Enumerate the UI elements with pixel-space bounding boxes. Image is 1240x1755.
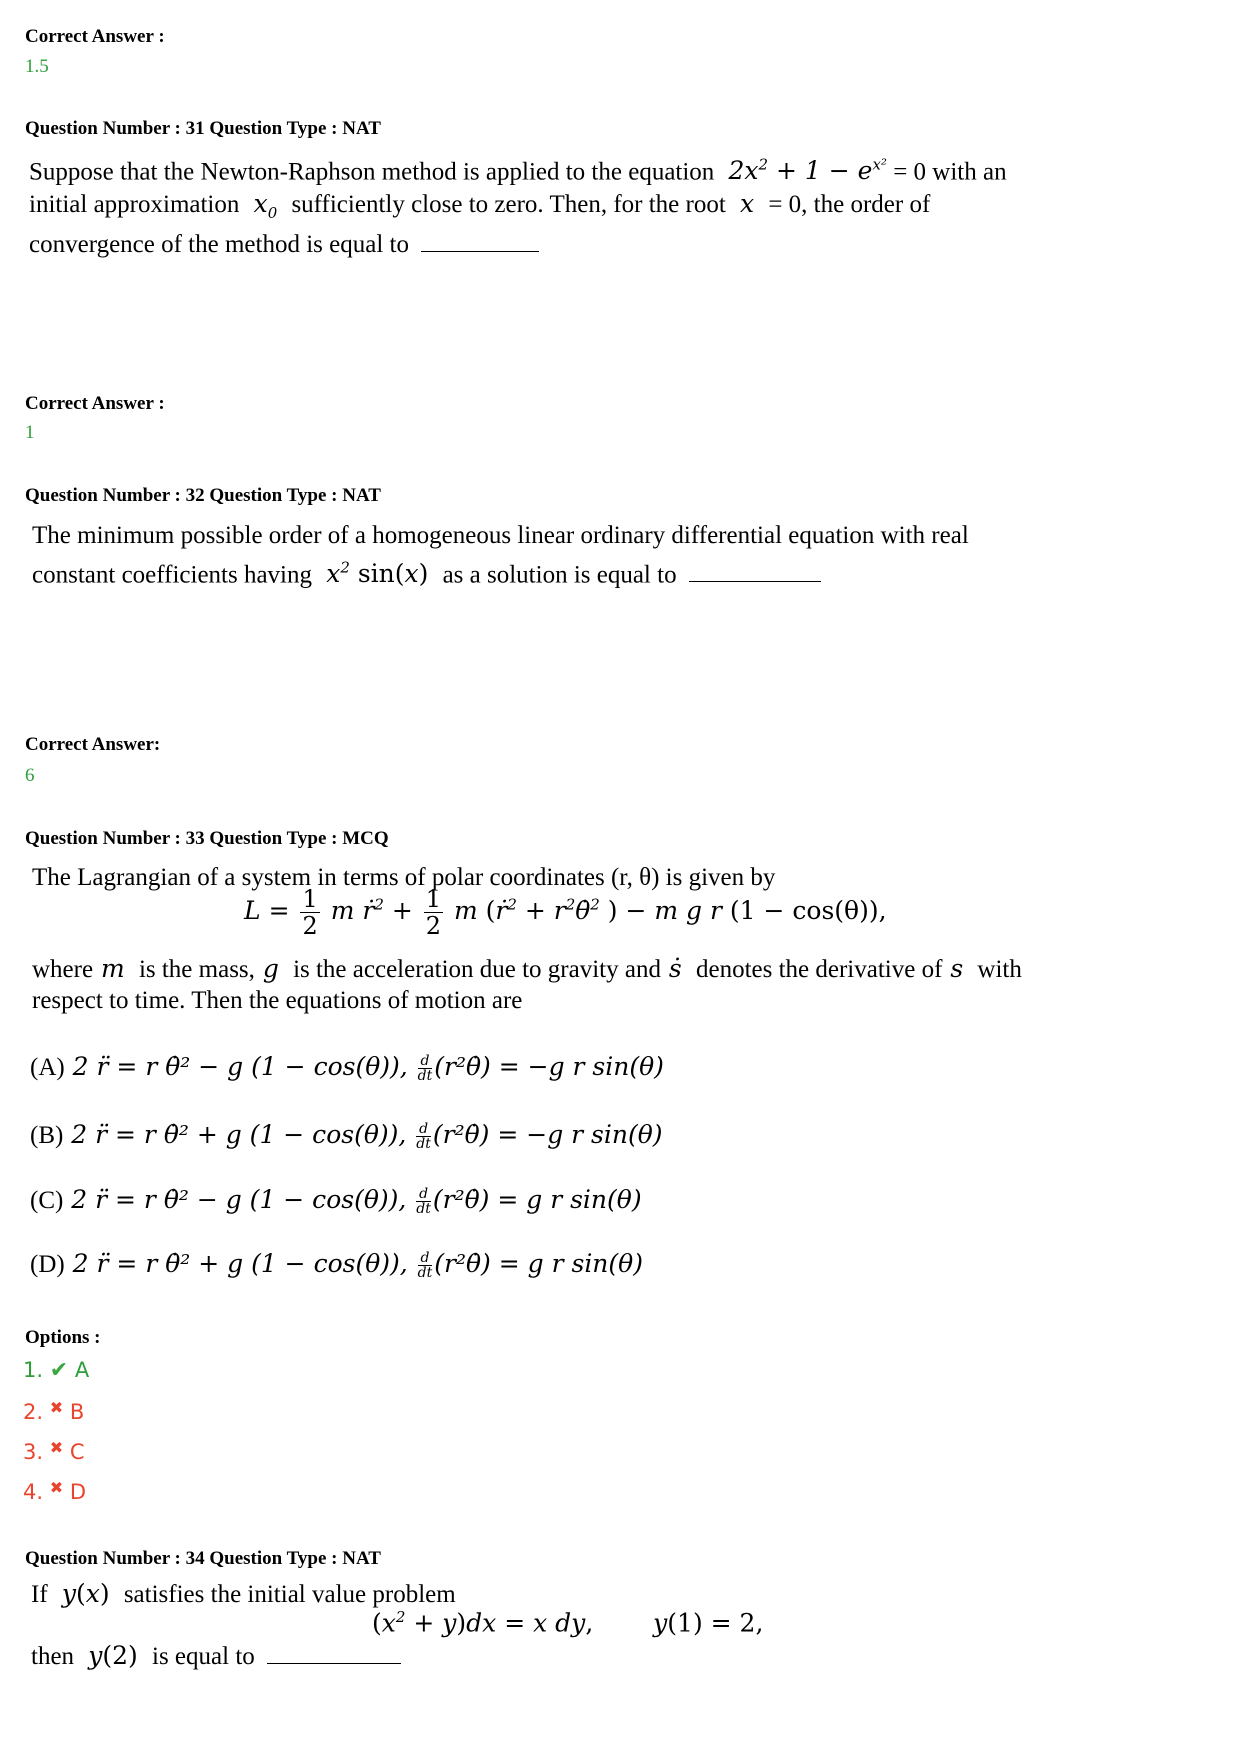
q33-line3d: denotes the derivative of <box>695 956 943 983</box>
choice-b: (B) 2 r̈ = r θ̇² + g (1 − cos(θ)), $\frac{d}{dt}$ (r²θ̇) = −g r sin(θ) <box>30 1120 663 1152</box>
q31-x: x <box>732 189 763 219</box>
cross-icon: ✖ <box>49 1438 64 1457</box>
answer-label: Correct Answer: <box>25 734 161 755</box>
answer-label: Correct Answer : <box>25 393 165 414</box>
q33-line3e: with <box>977 956 1022 983</box>
question-header-31: Question Number : 31 Question Type : NAT <box>25 118 381 139</box>
answer-label: Correct Answer : <box>25 26 165 47</box>
q33-line3: where m is the mass, g is the acceleration due to gravity and ṡ denotes the derivative of s with <box>32 954 1022 983</box>
answer-value: 6 <box>25 765 35 786</box>
question-header-33: Question Number : 33 Question Type : MCQ <box>25 828 389 849</box>
q32-function: $x^2$ sin(x) <box>318 559 429 589</box>
question-header-34: Question Number : 34 Question Type : NAT <box>25 1548 381 1569</box>
check-icon: ✔ <box>49 1358 69 1383</box>
q34-equation: $(x^2 + y)dx = x$ dy, y(1) = 2, <box>372 1608 764 1638</box>
q34-line1: If y(x) satisfies the initial value problem <box>31 1579 456 1608</box>
q31-line1a: Suppose that the Newton-Raphson method is applied to the equation <box>29 158 715 186</box>
answer-blank <box>267 1661 401 1664</box>
lagrangian-equation: L = $\frac{1}{2}$ m ṙ$^2$ + $\frac{1}{2}$ m (ṙ$^2$ + $r^2\thetȧ^2$ ) − m g r (1 − cos(θ)), <box>244 885 887 940</box>
q31-x0: $x_0$ <box>245 189 278 223</box>
question-text-31 <box>29 149 1179 261</box>
choice-c: (C) 2 r̈ = r θ̇² − g (1 − cos(θ)), $\frac{d}{dt}$ (r²θ̇) = g r sin(θ) <box>30 1185 642 1217</box>
choice-d: (D) 2 r̈ = r θ̇² + g (1 − cos(θ)), $\frac{d}{dt}$ (r²θ̇) = g r sin(θ) <box>30 1249 643 1281</box>
q31-line1b: = 0 with an <box>893 158 1007 186</box>
q33-line3a: where <box>32 956 94 983</box>
q34-line3: then y(2) is equal to <box>31 1640 401 1673</box>
question-text-32 <box>32 520 1182 591</box>
question-header-32: Question Number : 32 Question Type : NAT <box>25 485 381 506</box>
q33-line1: The Lagrangian of a system in terms of polar coordinates (r, θ) is given by <box>32 864 776 891</box>
cross-icon: ✖ <box>49 1398 64 1417</box>
option-2: 2. ✖ B <box>23 1398 85 1424</box>
option-3: 3. ✖ C <box>23 1438 85 1464</box>
q31-line3: convergence of the method is equal to <box>29 231 409 259</box>
answer-value: 1.5 <box>25 56 49 77</box>
q32-line2b: as a solution is equal to <box>442 561 677 589</box>
q33-line3c: is the acceleration due to gravity and <box>293 956 661 983</box>
q31-equation: $2x^2 + 1 - e^{x^2}$ <box>720 156 887 186</box>
q32-line2a: constant coefficients having <box>32 561 313 589</box>
q33-line3b: is the mass, <box>138 956 255 983</box>
answer-blank <box>421 249 539 252</box>
q31-line2b: sufficiently close to zero. Then, for the root <box>291 191 726 219</box>
option-4: 4. ✖ D <box>23 1478 86 1504</box>
q31-line2a: initial approximation <box>29 191 240 219</box>
cross-icon: ✖ <box>49 1478 64 1497</box>
q32-line1: The minimum possible order of a homogeneous linear ordinary differential equation with real <box>32 522 969 549</box>
q31-line2c: = 0, the order of <box>768 191 931 219</box>
answer-blank <box>689 579 821 582</box>
option-1: 1. ✔ A <box>23 1358 90 1383</box>
options-label: Options : <box>25 1327 101 1348</box>
q33-line4: respect to time. Then the equations of motion are <box>32 987 523 1014</box>
answer-value: 1 <box>25 422 35 443</box>
choice-a: (A) 2 r̈ = r θ̇² − g (1 − cos(θ)), $\frac{d}{dt}$ (r²θ̇) = −g r sin(θ) <box>30 1052 664 1084</box>
